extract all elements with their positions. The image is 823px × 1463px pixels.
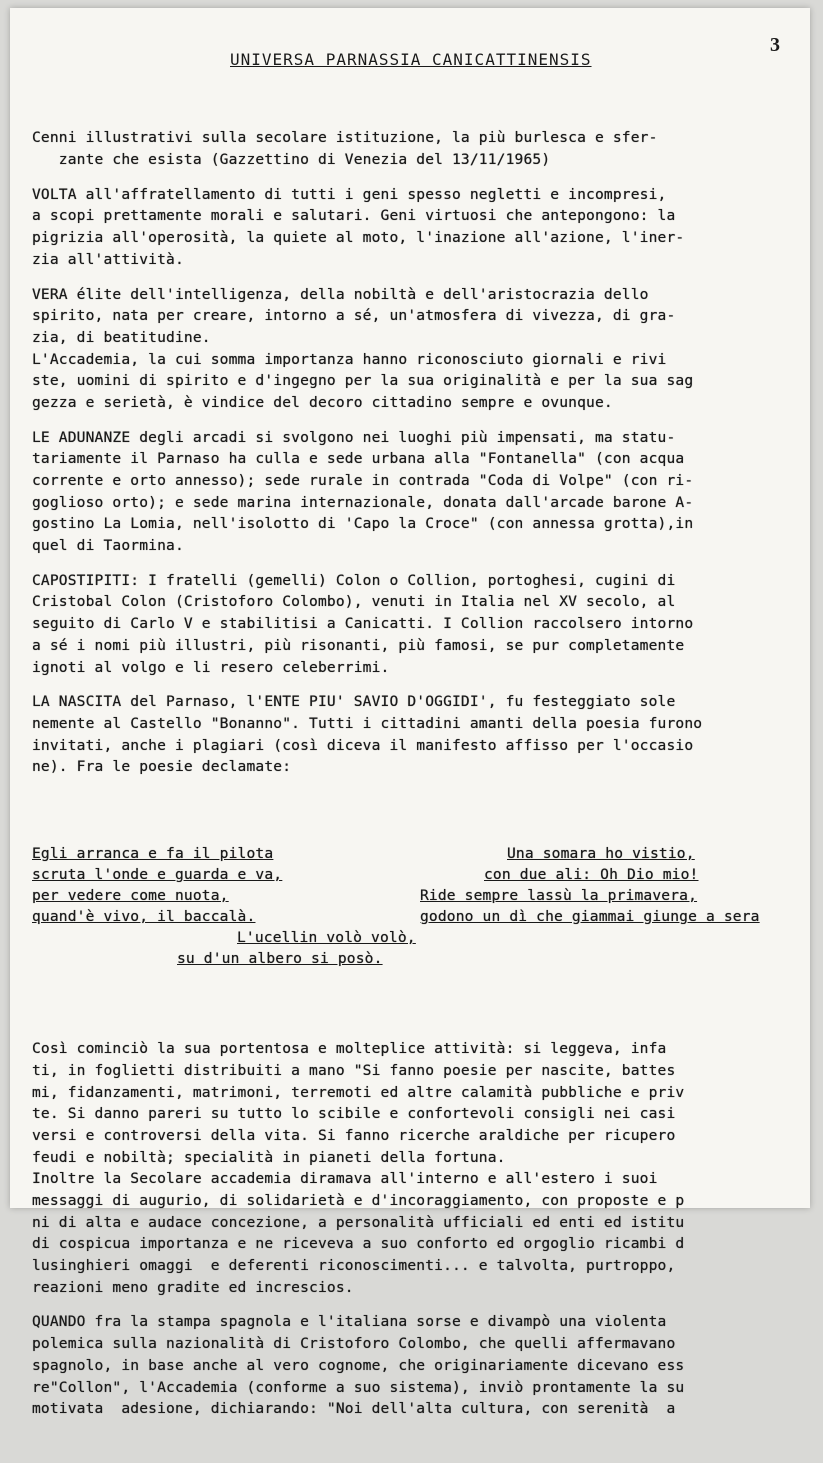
- poem-left-line: scruta l'onde e guarda e va,: [32, 866, 283, 884]
- text-line: ignoti al volgo e li resero celeberrimi.: [32, 658, 390, 676]
- paragraph-gap: [32, 557, 802, 570]
- text-line: nemente al Castello "Bonanno". Tutti i cittadini amanti della poesia furono: [32, 714, 703, 732]
- poem-left-line: per vedere come nuota,: [32, 887, 229, 905]
- poem-center-line: su d'un albero si posò.: [177, 950, 383, 968]
- text-line: ne). Fra le poesie declamate:: [32, 758, 292, 776]
- text-line: zante che esista (Gazzettino di Venezia del 13/11/1965): [32, 151, 551, 169]
- document-title: UNIVERSA PARNASSIA CANICATTINENSIS: [230, 50, 592, 69]
- paragraph-gap: [32, 414, 802, 427]
- page-number: 3: [770, 34, 780, 56]
- document-page: [10, 8, 810, 1418]
- paragraph-gap: [32, 1298, 802, 1311]
- paragraph-gap: [32, 271, 802, 284]
- poem-left-line: Egli arranca e fa il pilota: [32, 845, 274, 863]
- text-line: a sé i nomi più illustri, più risonanti, più famosi, se pur completamente: [32, 636, 685, 654]
- text-line: pigrizia all'operosità, la quiete al moto, l'inazione all'azione, l'iner-: [32, 229, 685, 247]
- paragraph-gap: [32, 678, 802, 691]
- text-line: VERA élite dell'intelligenza, della nobiltà e dell'aristocrazia dello: [32, 285, 649, 303]
- text-line: spagnolo, in base anche al vero cognome, che originariamente dicevano ess: [32, 1356, 685, 1374]
- text-line: LA NASCITA del Parnaso, l'ENTE PIU' SAVIO D'OGGIDI', fu festeggiato sole: [32, 693, 676, 711]
- poem-right-line: con due ali: Oh Dio mio!: [484, 866, 699, 884]
- text-line: ste, uomini di spirito e d'ingegno per la sua originalità e per la sua sag: [32, 372, 694, 390]
- text-line: te. Si danno pareri su tutto lo scibile e confortevoli consigli nei casi: [32, 1105, 676, 1123]
- poem-left-line: quand'è vivo, il baccalà.: [32, 908, 256, 926]
- text-line: Cenni illustrativi sulla secolare istituzione, la più burlesca e sfer-: [32, 129, 658, 147]
- text-line: polemica sulla nazionalità di Cristoforo Colombo, che quelli affermavano: [32, 1335, 676, 1353]
- poem-center-line: L'ucellin volò volò,: [237, 929, 416, 947]
- text-line: lusinghieri omaggi e deferenti riconoscimenti... e talvolta, purtroppo,: [32, 1257, 676, 1275]
- paragraphs-after-poem: [32, 1038, 802, 1420]
- text-line: gezza e serietà, è vindice del decoro cittadino sempre e ovunque.: [32, 393, 613, 411]
- text-line: reazioni meno gradite ed increscios.: [32, 1278, 354, 1296]
- text-line: goglioso orto); e sede marina internazionale, donata dall'arcade barone A-: [32, 493, 694, 511]
- text-line: feudi e nobiltà; specialità in pianeti della fortuna.: [32, 1148, 506, 1166]
- poem-right-line: Ride sempre lassù la primavera,: [420, 887, 698, 905]
- text-line: CAPOSTIPITI: I fratelli (gemelli) Colon o Collion, portoghesi, cugini di: [32, 571, 676, 589]
- text-line: seguito di Carlo V e stabilitisi a Canicatti. I Collion raccolsero intorno: [32, 615, 694, 633]
- body-text: [32, 84, 802, 1463]
- poem-right-line: Una somara ho vistio,: [507, 845, 695, 863]
- poem-block: [32, 843, 802, 973]
- text-line: corrente e orto annesso); sede rurale in contrada "Coda di Volpe" (con ri-: [32, 472, 694, 490]
- text-line: versi e controversi della vita. Si fanno ricerche araldiche per ricupero: [32, 1126, 676, 1144]
- text-line: di cospicua importanza e ne riceveva a suo conforto ed orgoglio ricambi d: [32, 1235, 685, 1253]
- text-line: ti, in foglietti distribuiti a mano "Si fanno poesie per nascite, battes: [32, 1061, 676, 1079]
- text-line: motivata adesione, dichiarando: "Noi dell'alta cultura, con serenità a: [32, 1400, 676, 1418]
- poem-right-line: godono un dì che giammai giunge a sera: [420, 908, 760, 926]
- text-line: quel di Taormina.: [32, 537, 184, 555]
- text-line: tariamente il Parnaso ha culla e sede urbana alla "Fontanella" (con acqua: [32, 450, 685, 468]
- text-line: gostino La Lomia, nell'isolotto di 'Capo la Croce" (con annessa grotta),in: [32, 515, 694, 533]
- text-line: messaggi di augurio, di solidarietà e d'incoraggiamento, con proposte e p: [32, 1192, 685, 1209]
- paragraph-gap: [32, 171, 802, 184]
- text-line: Inoltre la Secolare accademia diramava all'interno e all'estero i suoi: [32, 1170, 658, 1188]
- text-line: a scopi prettamente morali e salutari. Geni virtuosi che antepongono: la: [32, 207, 676, 225]
- paragraphs-before-poem: [32, 127, 802, 778]
- text-line: zia all'attività.: [32, 250, 184, 268]
- text-line: re"Collon", l'Accademia (conforme a suo sistema), inviò prontamente la su: [32, 1378, 685, 1396]
- text-line: mi, fidanzamenti, matrimoni, terremoti ed altre calamità pubbliche e priv: [32, 1083, 685, 1101]
- text-line: ni di alta e audace concezione, a personalità ufficiali ed enti ed istitu: [32, 1213, 685, 1231]
- text-line: Così cominciò la sua portentosa e molteplice attività: si leggeva, infa: [32, 1040, 667, 1058]
- text-line: LE ADUNANZE degli arcadi si svolgono nei luoghi più impensati, ma statu-: [32, 428, 676, 446]
- text-line: zia, di beatitudine.: [32, 328, 211, 346]
- text-line: VOLTA all'affratellamento di tutti i geni spesso negletti e incompresi,: [32, 185, 667, 203]
- text-line: L'Accademia, la cui somma importanza hanno riconosciuto giornali e rivi: [32, 350, 667, 368]
- text-line: Cristobal Colon (Cristoforo Colombo), venuti in Italia nel XV secolo, al: [32, 593, 676, 611]
- text-line: spirito, nata per creare, intorno a sé, un'atmosfera di vivezza, di gra-: [32, 307, 676, 325]
- text-line: QUANDO fra la stampa spagnola e l'italiana sorse e divampò una violenta: [32, 1313, 667, 1331]
- text-line: invitati, anche i plagiari (così diceva il manifesto affisso per l'occasio: [32, 736, 694, 754]
